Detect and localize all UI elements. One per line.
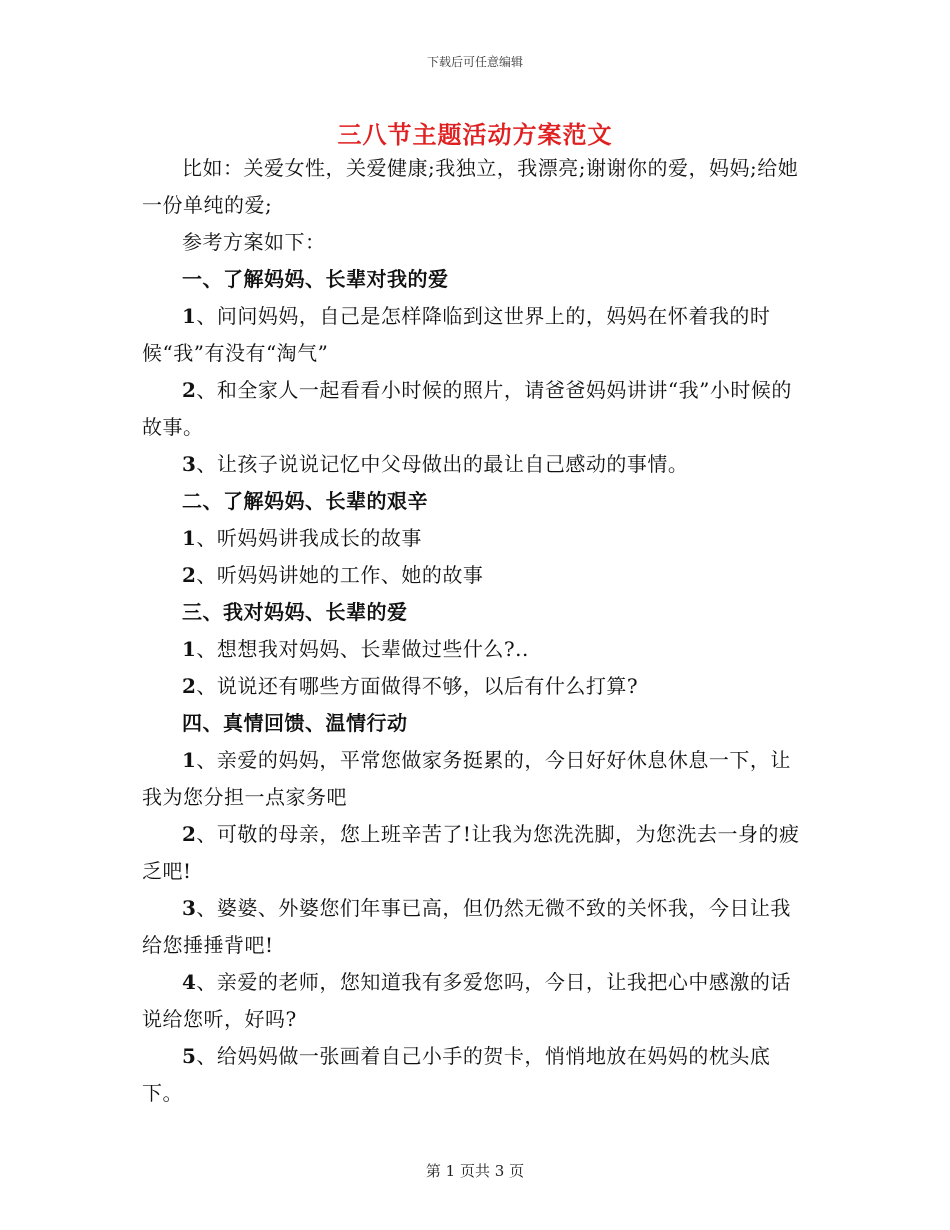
list-item: 5、给妈妈做一张画着自己小手的贺卡，悄悄地放在妈妈的枕头底下。 [142,1044,771,1105]
list-item: 2、和全家人一起看看小时候的照片，请爸爸妈妈讲讲“我”小时候的故事。 [142,378,792,439]
section-heading: 四、真情回馈、温情行动 [182,711,408,735]
list-item: 1、问问妈妈，自己是怎样降临到这世界上的，妈妈在怀着我的时候“我”有没有“淘气” [142,304,771,365]
section-heading: 一、了解妈妈、长辈对我的爱 [182,267,449,291]
list-item: 2、说说还有哪些方面做得不够，以后有什么打算? [182,674,639,698]
intro-paragraph: 参考方案如下： [182,230,326,254]
document-body [142,150,808,1112]
list-item: 2、听妈妈讲她的工作、她的故事 [182,563,484,587]
list-item: 1、听妈妈讲我成长的故事 [182,526,422,550]
list-item: 3、让孩子说说记忆中父母做出的最让自己感动的事情。 [182,452,689,476]
list-item: 3、婆婆、外婆您们年事已高，但仍然无微不致的关怀我，今日让我给您捶捶背吧! [142,896,791,957]
list-item: 4、亲爱的老师，您知道我有多爱您吗，今日，让我把心中感激的话说给您听，好吗? [142,970,791,1031]
intro-paragraph: 比如：关爱女性，关爱健康;我独立，我漂亮;谢谢你的爱，妈妈;给她一份单纯的爱; [142,156,799,217]
list-item: 1、想想我对妈妈、长辈做过些什么?.. [182,637,529,661]
section-heading: 二、了解妈妈、长辈的艰辛 [182,489,428,513]
list-item: 1、亲爱的妈妈，平常您做家务挺累的，今日好好休息休息一下，让我为您分担一点家务吧 [142,748,791,809]
header-note: 下载后可任意编辑 [426,55,523,69]
page-footer: 第 1 页共 3 页 [425,1162,525,1180]
section-heading: 三、我对妈妈、长辈的爱 [182,600,408,624]
document-title: 三八节主题活动方案范文 [337,120,613,149]
list-item: 2、可敬的母亲，您上班辛苦了!让我为您洗洗脚，为您洗去一身的疲乏吧! [142,822,800,883]
